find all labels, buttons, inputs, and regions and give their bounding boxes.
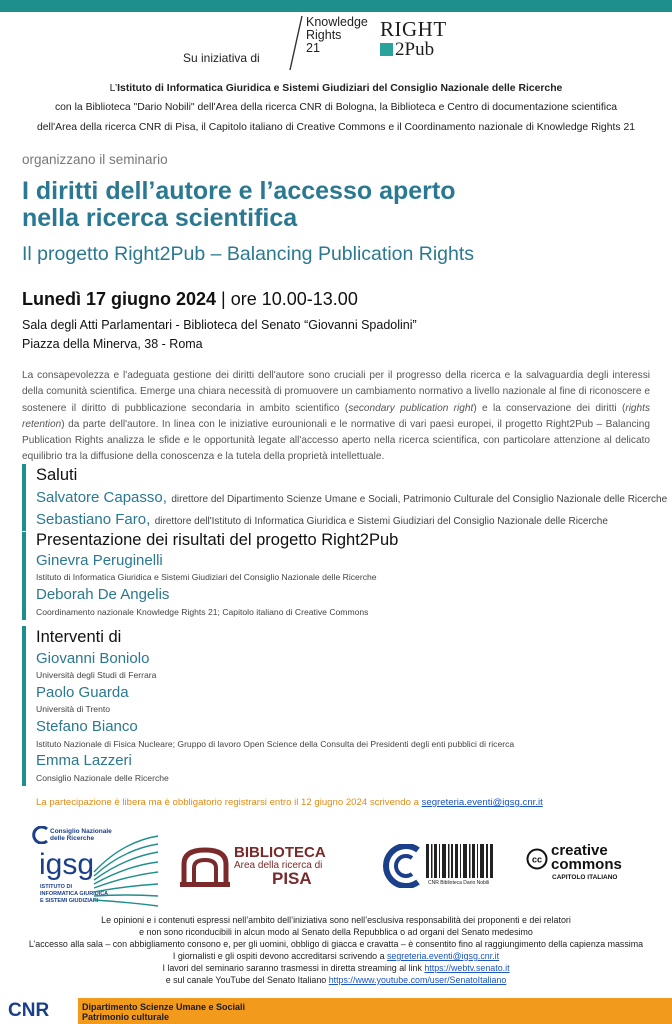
igsg-main: igsg xyxy=(39,848,95,881)
event-date xyxy=(22,289,358,310)
igsg-sub1: ISTITUTO DI xyxy=(40,884,72,890)
speaker-name: Stefano Bianco xyxy=(36,718,138,735)
bib-line3: PISA xyxy=(272,869,312,888)
event-subtitle: Il progetto Right2Pub – Balancing Publication Rights xyxy=(22,243,475,265)
speaker-name: Giovanni Boniolo xyxy=(36,650,150,667)
title-line1: I diritti dell’autore e l’accesso aperto xyxy=(22,177,456,205)
speaker-capasso xyxy=(36,489,667,507)
registration-email-link[interactable]: segreteria.eventi@igsg.cnr.it xyxy=(421,797,543,808)
interventi-bar xyxy=(22,626,26,786)
speaker-role: direttore dell'Istituto di Informatica Giuridica e Sistemi Giudiziari del Consiglio Nazionale delle Ricerche xyxy=(154,516,608,527)
organize-label: organizzano il seminario xyxy=(22,152,168,167)
registration-notice xyxy=(36,797,543,808)
date-text: Lunedì 17 giugno 2024 xyxy=(22,289,217,309)
biblioteca-pisa-logo xyxy=(180,844,330,890)
footer-l4-text: I giornalisti e gli ospiti devono accreditarsi scrivendo a xyxy=(172,951,387,961)
speaker-affiliation: Università di Trento xyxy=(36,704,111,714)
intro-organizer: Istituto di Informatica Giuridica e Sistemi Giudiziari del Consiglio Nazionale delle Ricerche xyxy=(117,83,563,94)
event-abstract xyxy=(22,368,650,466)
r2p-line1: RIGHT xyxy=(380,17,447,41)
footer-line2: e non sono riconducibili in alcun modo al Senato della Repubblica o ad organi del Senato medesimo xyxy=(139,927,533,937)
biblioteca-dario-nobili-logo xyxy=(378,844,498,890)
cc-line1: creative xyxy=(551,842,608,859)
abstract-em1: secondary publication right xyxy=(348,402,474,414)
kr-line3: 21 xyxy=(306,41,320,55)
venue-line1: Sala degli Atti Parlamentari - Biblioteca del Senato “Giovanni Spadolini” xyxy=(22,318,417,332)
speaker-name: Paolo Guarda xyxy=(36,684,129,701)
footer-line4 xyxy=(0,950,672,963)
abstract-em2: rights retention xyxy=(22,402,651,430)
kr-line1: Knowledge xyxy=(306,15,368,29)
svg-text:cc: cc xyxy=(531,854,543,865)
section-saluti: Saluti xyxy=(36,466,78,484)
webtv-link[interactable]: https://webtv.senato.it xyxy=(424,963,510,973)
dept-line1: Dipartimento Scienze Umane e Sociali xyxy=(82,1002,246,1012)
igsg-wave-graphic xyxy=(92,832,160,908)
speaker-name: Emma Lazzeri xyxy=(36,752,132,769)
cnr-logo xyxy=(0,998,78,1024)
speaker-faro xyxy=(36,511,608,529)
saluti-bar xyxy=(22,464,26,531)
footer-l5-text: I lavori del seminario saranno trasmessi in diretta streaming al link xyxy=(162,963,425,973)
bib-line1: BIBLIOTECA xyxy=(234,844,326,861)
section-interventi: Interventi di xyxy=(36,628,122,646)
title-line2: nella ricerca scientifica xyxy=(22,204,298,232)
cnr-mark-icon xyxy=(30,826,50,844)
speaker-affiliation: Istituto di Informatica Giuridica e Sistemi Giudiziari del Consiglio Nazionale delle Ricerche xyxy=(36,572,377,582)
cc-line3: CAPITOLO ITALIANO xyxy=(552,874,618,881)
r2p-line2: 2Pub xyxy=(395,39,435,60)
intro-line2: con la Biblioteca "Dario Nobili" dell'Area della ricerca CNR di Bologna, la Biblioteca e Centro di documentazione scientifica xyxy=(54,102,618,113)
r2p-square-icon xyxy=(380,43,393,56)
cc-icon xyxy=(526,848,548,870)
speaker-name: Salvatore Capasso, xyxy=(36,489,167,506)
barcode-graphic xyxy=(426,844,494,878)
footer-line5 xyxy=(0,962,672,975)
igsg-top1: Consiglio Nazionale xyxy=(50,828,112,835)
footer-l6-text: e sul canale YouTube del Senato Italiano xyxy=(165,975,329,985)
intro-prefix: L’ xyxy=(109,83,118,94)
date-separator: | xyxy=(216,289,231,309)
event-title xyxy=(22,178,582,232)
speaker-affiliation: Università degli Studi di Ferrara xyxy=(36,670,157,680)
speaker-affiliation: Istituto Nazionale di Fisica Nucleare; Gruppo di lavoro Open Science della Consulta dei Presidenti degli enti pubblici di ricerca xyxy=(36,739,515,749)
top-accent-bar xyxy=(0,0,672,12)
speaker-name: Sebastiano Faro, xyxy=(36,511,151,528)
footer-line1: Le opinioni e i contenuti espressi nell’ambito dell’iniziativa sono nell’esclusiva responsabilità dei proponenti e dei relatori xyxy=(101,915,571,925)
footer-line6 xyxy=(0,974,672,987)
abstract-part2: ) e la conservazione dei diritti ( xyxy=(473,402,626,414)
dn-caption: CNR Biblioteca Dario Nobili xyxy=(428,880,490,886)
slash-divider xyxy=(288,14,304,72)
igsg-top2: delle Ricerche xyxy=(50,835,95,842)
event-venue xyxy=(22,316,417,354)
cc-line2: commons xyxy=(551,856,622,873)
presentazione-bar xyxy=(22,532,26,620)
biblioteca-arch-icon xyxy=(180,846,230,888)
initiative-label: Su iniziativa di xyxy=(183,51,260,65)
event-time: ore 10.00-13.00 xyxy=(230,289,358,309)
right2pub-logo xyxy=(380,18,447,60)
speaker-name: Deborah De Angelis xyxy=(36,586,170,603)
speaker-name: Ginevra Peruginelli xyxy=(36,552,163,569)
cnr-arc-icon xyxy=(378,844,424,888)
intro-line3: dell'Area della ricerca CNR di Pisa, il Capitolo italiano di Creative Commons e il Coordinamento nazionale di Knowledge Rights 21 xyxy=(36,122,635,133)
venue-line2: Piazza della Minerva, 38 - Roma xyxy=(22,337,203,351)
intro-line1 xyxy=(0,79,672,99)
igsg-sub3: E SISTEMI GIUDIZIARI xyxy=(40,898,99,904)
kr-line2: Rights xyxy=(306,28,342,42)
igsg-sub2: INFORMATICA GIURIDICA xyxy=(40,891,109,897)
abstract-part3: ) da parte dell'autore. In linea con le iniziative eurounionali e le normative di vari paesi europei, il progetto Right2Pub – Balancing Publication Rights analizza le sfide e le opportunità legate all'accesso aperto nella ricerca scientifica, con particolare attenzione al delicato equilibrio tra la diffusione della conoscenza e la tutela della proprietà intellettuale. xyxy=(22,418,650,463)
speaker-affiliation: Consiglio Nazionale delle Ricerche xyxy=(36,773,169,783)
bib-line2: Area della ricerca di xyxy=(234,860,323,871)
accreditation-email-link[interactable]: segreteria.eventi@igsg.cnr.it xyxy=(386,951,500,961)
igsg-logo xyxy=(30,826,160,912)
dept-line2: Patrimonio culturale xyxy=(82,1011,170,1022)
abstract-part1: La consapevolezza e l'adeguata gestione dei diritti dell'autore sono cruciali per il progresso della ricerca e la salvaguardia degli interessi della comunità scientifica. Emerge una chiara necessità di promuovere un cambiamento normativo a livello nazionale al fine di riconoscere e sostenere il diritto di pubblicazione secondaria in ambito scientifico ( xyxy=(22,370,650,414)
footer-line3: L’accesso alla sala – con abbigliamento consono e, per gli uomini, obbligo di giacca e cravatta – è consentito fino al raggiungimento della capienza massima xyxy=(28,939,644,949)
youtube-link[interactable]: https://www.youtube.com/user/SenatoItaliano xyxy=(328,975,507,985)
notice-text: La partecipazione è libera ma è obbligatorio registrarsi entro il 12 giugno 2024 scrivendo a xyxy=(36,797,422,808)
speaker-role: direttore del Dipartimento Scienze Umane e Sociali, Patrimonio Culturale del Consiglio Nazionale delle Ricerche xyxy=(171,494,668,505)
creative-commons-logo xyxy=(526,842,646,886)
speaker-affiliation: Coordinamento nazionale Knowledge Rights 21; Capitolo italiano di Creative Commons xyxy=(36,607,369,617)
knowledge-rights-logo xyxy=(306,16,368,55)
cnr-text: CNR xyxy=(8,1000,50,1021)
section-presentazione: Presentazione dei risultati del progetto Right2Pub xyxy=(36,531,399,549)
department-label xyxy=(82,1003,245,1022)
